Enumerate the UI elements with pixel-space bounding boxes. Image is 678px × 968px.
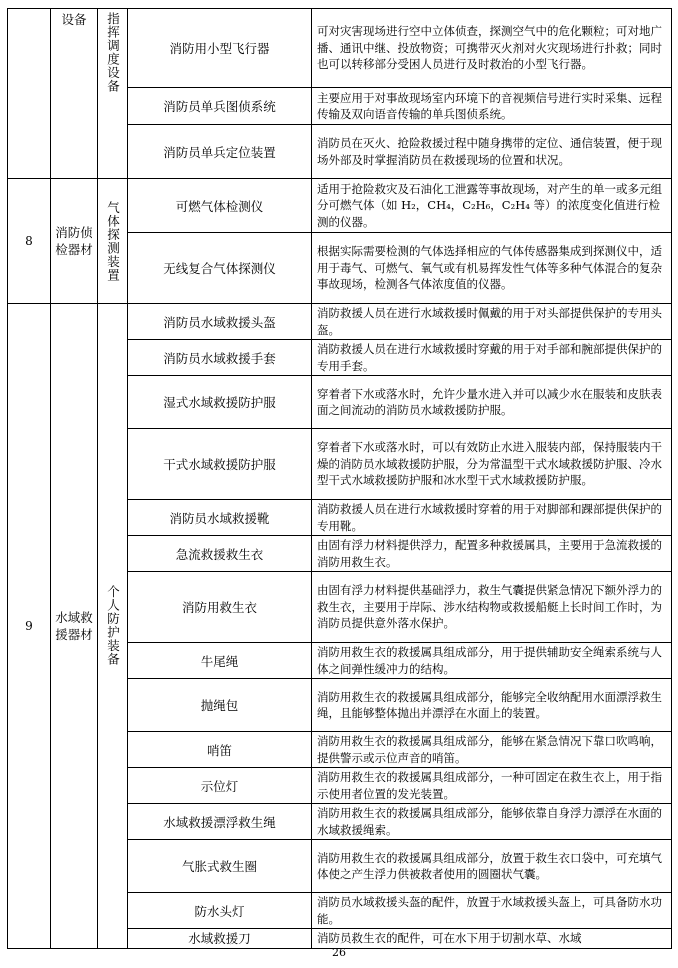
- equipment-description: 穿着者下水或落水时，允许少量水进入并可以减少水在服装和皮肤表面之间流动的消防员水域救援防护服。: [312, 376, 672, 429]
- table-row: [8, 304, 672, 340]
- subcategory-text: 个人防护装备: [105, 585, 121, 667]
- subcategory-cell: [98, 179, 128, 304]
- equipment-name: 消防员单兵定位装置: [128, 125, 312, 179]
- equipment-description: 消防用救生衣的救援属具组成部分，放置于救生衣口袋中，可充填气体使之产生浮力供被救者使用的圆圈状气囊。: [312, 840, 672, 893]
- category-cell: 设备: [51, 9, 98, 179]
- equipment-name: 气胀式救生圈: [128, 840, 312, 893]
- category-cell: 水域救援器材: [51, 304, 98, 949]
- equipment-description: 消防用救生衣的救援属具组成部分，一种可固定在救生衣上，用于指示使用者位置的发光装置。: [312, 768, 672, 804]
- equipment-description: 消防救援人员在进行水域救援时穿着的用于对脚部和踝部提供保护的专用靴。: [312, 500, 672, 536]
- page-number: 26: [332, 946, 346, 959]
- subcategory-cell: [98, 304, 128, 949]
- equipment-description: 消防用救生衣的救援属具组成部分，能够在紧急情况下靠口吹鸣响，提供警示或示位声音的哨笛。: [312, 732, 672, 768]
- row-number-cell: [8, 9, 51, 179]
- equipment-description: 消防救援人员在进行水域救援时佩戴的用于对头部提供保护的专用头盔。: [312, 304, 672, 340]
- equipment-description: 根据实际需要检测的气体选择相应的气体传感器集成到探测仪中，适用于毒气、可燃气、氧气或有机易挥发性气体等多种气体混合的复杂事故现场，检测各气体浓度值的仪器。: [312, 233, 672, 304]
- equipment-name: 示位灯: [128, 768, 312, 804]
- subcategory-cell: [98, 9, 128, 179]
- equipment-description: 适用于抢险救灾及石油化工泄露等事故现场，对产生的单一或多元组分可燃气体（如 H₂，CH₄，C₂H₆，C₂H₄ 等）的浓度变化值进行检测的仪器。: [312, 179, 672, 233]
- row-number-cell: 9: [8, 304, 51, 949]
- equipment-name: 可燃气体检测仪: [128, 179, 312, 233]
- equipment-name: 水域救援刀: [128, 929, 312, 949]
- row-number-cell: 8: [8, 179, 51, 304]
- table-row: [8, 9, 672, 88]
- equipment-name: 消防员单兵图侦系统: [128, 88, 312, 125]
- equipment-description: 消防用救生衣的救援属具组成部分，用于提供辅助安全绳索系统与人体之间弹性缓冲力的结构。: [312, 643, 672, 679]
- equipment-description: 消防救援人员在进行水域救援时穿戴的用于对手部和腕部提供保护的专用手套。: [312, 340, 672, 376]
- equipment-name: 无线复合气体探测仪: [128, 233, 312, 304]
- equipment-name: 消防员水域救援头盔: [128, 304, 312, 340]
- equipment-description: 消防员水域救援头盔的配件，放置于水域救援头盔上，可具备防水功能。: [312, 893, 672, 929]
- subcategory-text: 气体探测装置: [105, 200, 121, 282]
- equipment-description: 消防用救生衣的救援属具组成部分，能够完全收纳配用水面漂浮救生绳，且能够整体抛出并漂浮在水面上的装置。: [312, 679, 672, 732]
- equipment-name: 防水头灯: [128, 893, 312, 929]
- equipment-table: [7, 8, 672, 949]
- equipment-description: 消防用救生衣的救援属具组成部分，能够依靠自身浮力漂浮在水面的水域救援绳索。: [312, 804, 672, 840]
- equipment-name: 水域救援漂浮救生绳: [128, 804, 312, 840]
- equipment-name: 消防员水域救援靴: [128, 500, 312, 536]
- equipment-name: 消防员水域救援手套: [128, 340, 312, 376]
- equipment-name: 湿式水域救援防护服: [128, 376, 312, 429]
- equipment-description: 由固有浮力材料提供基础浮力，救生气囊提供紧急情况下额外浮力的救生衣，主要用于岸际、涉水结构物或救援船艇上长时间工作时，为消防员提供意外落水保护。: [312, 572, 672, 643]
- equipment-description: 消防员在灭火、抢险救援过程中随身携带的定位、通信装置，便于现场外部及时掌握消防员在救援现场的位置和状况。: [312, 125, 672, 179]
- equipment-name: 消防用小型飞行器: [128, 9, 312, 88]
- equipment-description: 由固有浮力材料提供浮力，配置多种救援属具，主要用于急流救援的消防用救生衣。: [312, 536, 672, 572]
- equipment-name: 牛尾绳: [128, 643, 312, 679]
- equipment-name: 急流救援救生衣: [128, 536, 312, 572]
- equipment-name: 干式水域救援防护服: [128, 429, 312, 500]
- table-row: [8, 179, 672, 233]
- subcategory-text: 指挥调度设备: [105, 12, 121, 93]
- equipment-description: 主要应用于对事故现场室内环境下的音视频信号进行实时采集、远程传输及双向语音传输的单兵图侦系统。: [312, 88, 672, 125]
- equipment-name: 哨笛: [128, 732, 312, 768]
- category-cell: 消防侦检器材: [51, 179, 98, 304]
- equipment-name: 抛绳包: [128, 679, 312, 732]
- equipment-name: 消防用救生衣: [128, 572, 312, 643]
- equipment-description: 穿着者下水或落水时，可以有效防止水进入服装内部，保持服装内干燥的消防员水域救援防护服，分为常温型干式水域救援防护服、冷水型干式水域救援防护服和冰水型干式水域救援防护服。: [312, 429, 672, 500]
- equipment-description: 消防员救生衣的配件，可在水下用于切割水草、水域: [312, 929, 672, 949]
- equipment-description: 可对灾害现场进行空中立体侦查，探测空气中的危化颗粒；可对地广播、通讯中继、投放物资；可携带灭火剂对火灾现场进行扑救；同时也可以转移部分受困人员进行及时救治的小型飞行器。: [312, 9, 672, 88]
